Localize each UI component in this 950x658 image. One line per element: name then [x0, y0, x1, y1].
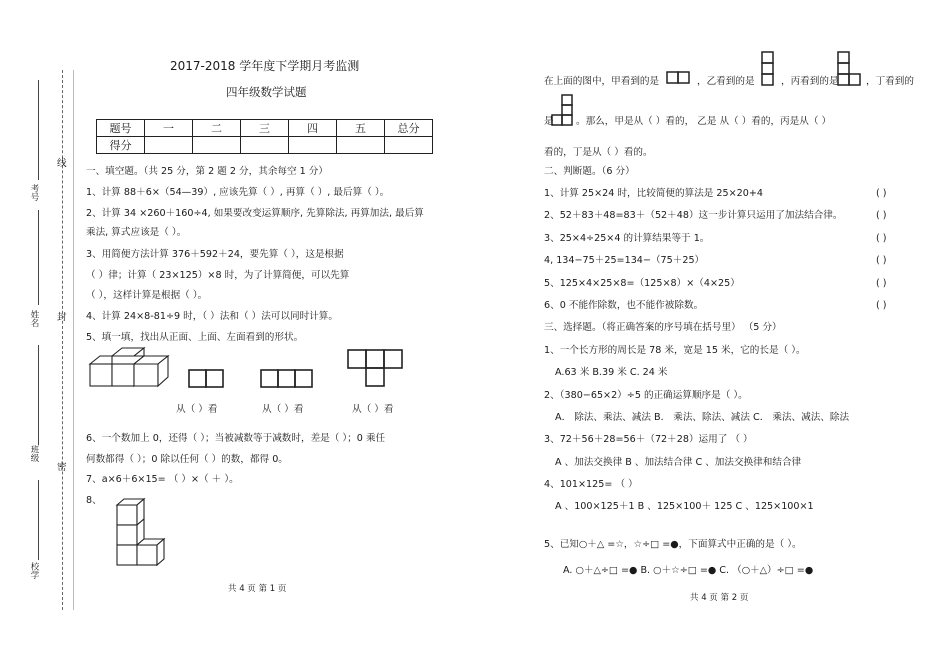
view-shape-t-shape [348, 350, 402, 386]
question-text: 6、一个数加上 0，还得（ ）；当被减数等于减数时，差是（ ）；0 乘任 [86, 433, 386, 444]
view-label-1: 从（ ）看 [176, 404, 218, 415]
choice-options: A 、100×125＋1 B 、125×100＋ 125 C 、125×100×1 [555, 501, 814, 512]
margin-label-class: 班级 [29, 445, 39, 462]
cube-group-figure [90, 348, 168, 386]
question-text: ，乙看到的是 [697, 76, 755, 87]
choice-question: 4、101×125= （ ） [544, 479, 638, 490]
judge-item: 1、计算 25×24 时，比较简便的算法是 25×20+4 [544, 188, 764, 199]
answer-paren[interactable]: ( ) [876, 278, 887, 289]
margin-label-school: 校学 [29, 562, 39, 579]
table-cell: 得分 [97, 137, 145, 154]
seal-mark-close: 密 [57, 462, 67, 473]
margin-label-kaohao: 考号 [29, 184, 39, 201]
view-label-2: 从（ ）看 [262, 404, 304, 415]
question-text: （ ）律；计算（ 23×125）×8 时，为了计算简便，可以先算 [86, 270, 350, 281]
table-cell: 一 [145, 120, 193, 137]
question-text: 4、计算 24×8-81÷9 时，（ ）法和（ ）法可以同时计算。 [86, 311, 338, 322]
table-cell: 总分 [385, 120, 433, 137]
view-shape-two-squares [189, 370, 223, 387]
question-text: （ ），这样计算是根据（ ）。 [86, 290, 208, 301]
answer-paren[interactable]: ( ) [876, 188, 887, 199]
choice-question: 3、72＋56＋28=56＋（72＋28）运用了 （ ） [544, 434, 753, 445]
question-text: 2、计算 34 ×260＋160÷4, 如果要改变运算顺序, 先算除法, 再算加法, 最后算 [86, 208, 424, 219]
choice-options: A． 除法、乘法、减法 B． 乘法、除法、减法 C． 乘法、减法、除法 [555, 412, 850, 423]
judge-item: 4, 134−75＋25=134−（75＋25） [544, 255, 705, 266]
judge-item: 2、52＋83＋48=83＋（52＋48）这一步计算只运用了加法结合律。 [544, 210, 843, 221]
question-text: 1、计算 88＋6×（54—39）, 应该先算（ ）, 再算（ ）, 最后算（ ）。 [86, 187, 390, 198]
exam-subtitle: 四年级数学试题 [226, 85, 307, 99]
table-cell: 五 [337, 120, 385, 137]
choice-question: 2、（380−65×2）÷5 的正确运算顺序是（ ）。 [544, 390, 748, 401]
section-1-heading: 一、填空题。（共 25 分，第 2 题 2 分，其余每空 1 分） [86, 166, 328, 177]
question-text: 3、用简便方法计算 376＋592＋24，要先算（ ），这是根据 [86, 249, 344, 260]
question-text: ，丁看到的 [866, 76, 914, 87]
choice-options: A.63 米 B.39 米 C. 24 米 [555, 367, 668, 378]
answer-paren[interactable]: ( ) [876, 233, 887, 244]
question-text: 8、 [86, 495, 102, 506]
jia-view-icon [667, 72, 689, 83]
margin-label-name: 姓名 [29, 310, 39, 327]
question-text: ，丙看到的是 [781, 76, 839, 87]
question-text: 在上面的图中，甲看到的是 [544, 76, 660, 87]
answer-paren[interactable]: ( ) [876, 210, 887, 221]
judge-item: 5、125×4×25×8=（125×8）×（4×25） [544, 278, 740, 289]
stacked-cubes-figure [117, 499, 164, 565]
table-cell: 二 [193, 120, 241, 137]
table-cell: 四 [289, 120, 337, 137]
choice-question: 5、已知○＋△ =☆，☆÷□ =●，下面算式中正确的是（ ）。 [544, 539, 802, 550]
view-shape-three-squares [261, 370, 312, 387]
question-text: 何数都得（ ）；0 除以任何（ ）的数，都得 0。 [86, 454, 288, 465]
choice-question: 1、一个长方形的周长是 78 米，宽是 15 米，它的长是（ ）。 [544, 345, 806, 356]
answer-paren[interactable]: ( ) [876, 300, 887, 311]
choice-options: A 、加法交换律 B 、加法结合律 C 、加法交换律和结合律 [555, 457, 802, 468]
page-footer-left: 共 4 页 第 1 页 [228, 584, 287, 594]
answer-paren[interactable]: ( ) [876, 255, 887, 266]
question-text: 。那么，甲是从（ ）看的， 乙是 从（ ）看的，丙是从（ ） [576, 116, 832, 127]
table-cell: 三 [241, 120, 289, 137]
table-cell: 题号 [97, 120, 145, 137]
judge-item: 6、0 不能作除数，也不能作被除数。 [544, 300, 704, 311]
seal-mark-line: 线 [57, 158, 67, 169]
question-text: 看的，丁是从（ ）看的。 [544, 147, 653, 158]
section-3-heading: 三、选择题。（将正确答案的序号填在括号里） （5 分） [544, 322, 782, 333]
choice-options: A. ○＋△÷□ =● B. ○＋☆÷□ =● C. （○＋△）÷□ =● [563, 565, 814, 576]
judge-item: 3、25×4÷25×4 的计算结果等于 1。 [544, 233, 710, 244]
yi-view-icon [762, 52, 773, 85]
question-text: 乘法, 算式应该是（ ）。 [86, 227, 187, 238]
exam-title: 2017-2018 学年度下学期月考监测 [170, 59, 360, 73]
seal-mark-seal: 封 [57, 312, 67, 323]
page-footer-right: 共 4 页 第 2 页 [690, 593, 749, 603]
question-text: 是 [544, 116, 554, 127]
bing-view-icon [838, 52, 860, 85]
question-text: 7、a×6＋6×15= （ ）×（ ＋ ）。 [86, 474, 239, 485]
section-2-heading: 二、判断题。（6 分） [544, 166, 635, 177]
ding-view-icon [552, 95, 572, 125]
view-label-3: 从（ ）看 [352, 404, 394, 415]
question-text: 5、填一填，找出从正面、上面、左面看到的形状。 [86, 332, 304, 343]
